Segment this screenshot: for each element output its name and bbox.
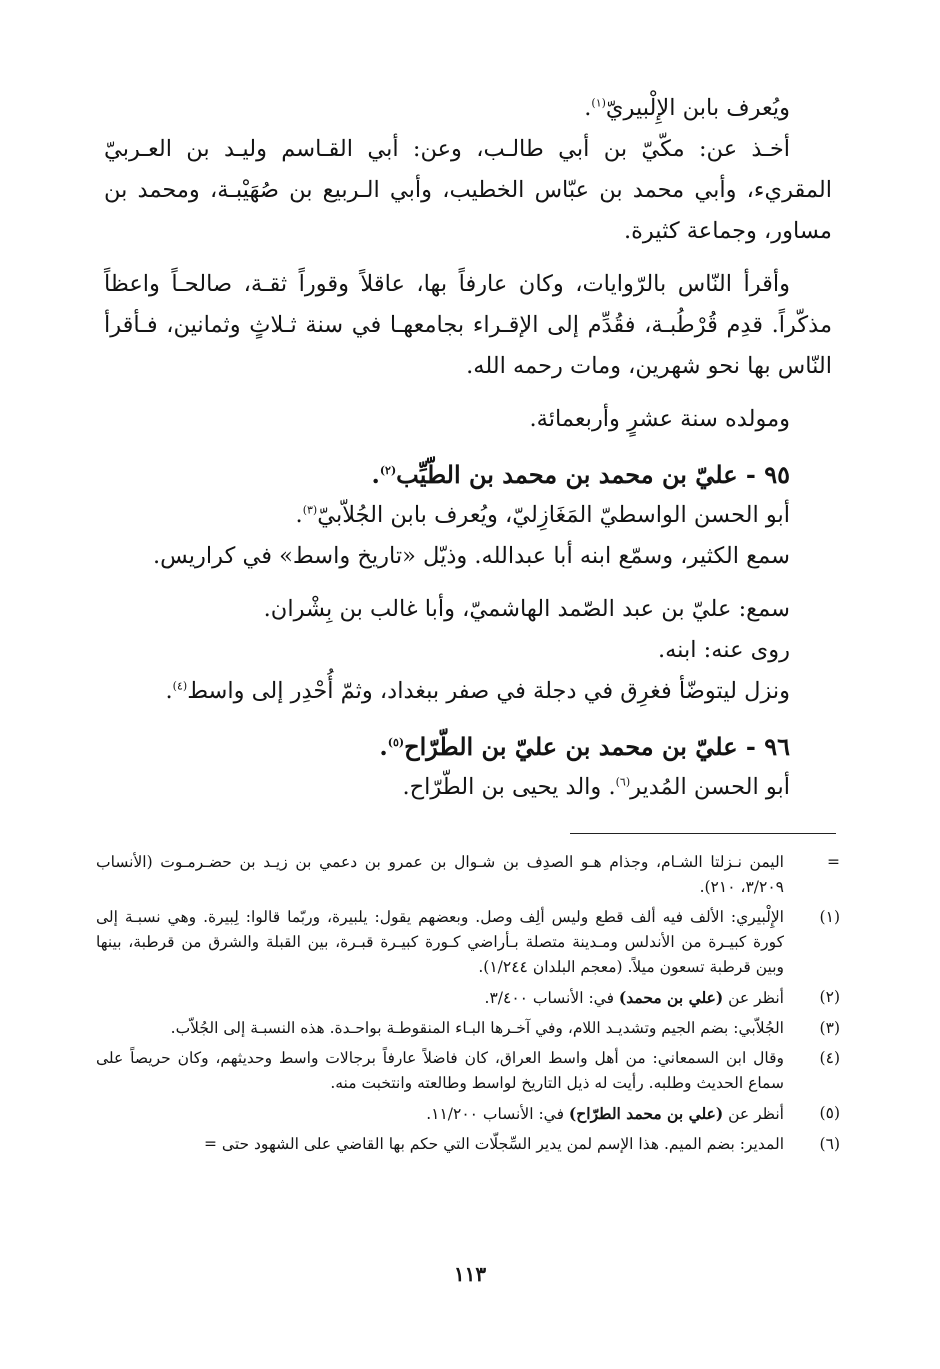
footnote-3: [96, 1016, 840, 1041]
footnote-number: (٦): [819, 1135, 840, 1153]
entry-96: [104, 726, 832, 808]
teachers-paragraph: أخـذ عن: مكّيّ بن أبي طالـب، وعن: أبي القـاسم وليـد بن العـربيّ المقريء، وأبي محمد بن عبّاس الخطيب، وأبي الـربيع بن صُهَيْبـة، ومحمد بن مساور، وجماعة كثيرة.: [104, 136, 832, 244]
footnote-text-post: في: الأنساب ٣/٤٠٠.: [484, 989, 619, 1007]
footnote-text: الإِلْبيري: الألف فيه ألف قطع وليس ألِف وصل. وبعضهم يقول: يلبيرة، وربّما قالوا: لِبيرة. وهي نسبـة إلى كورة كبيـرة من الأندلس ومـدينة متصلة بـأراضي كـورة كبيـرة قبـرة، بين القبلة والشرق من قرطبة، بينها وبين قرطبة تسعون ميلاً. (معجم البلدان ١/٢٤٤).: [96, 908, 784, 976]
entry-95-line-1: أبو الحسن الواسطيّ المَغَازِليّ، ويُعرف بابن الجُلاّبيّ$^{(٣)}$.: [295, 502, 790, 528]
footnote-1: [96, 905, 840, 980]
entry-95-death: ونزل ليتوضّأ فغرِق في دجلة في صفر ببغداد، وثمّ أُحْدِر إلى واسط: [187, 678, 790, 704]
entry-95-heading: ٩٥ - عليّ بن محمد بن محمد بن الطّيِّب$^{(٢)}$.: [371, 460, 790, 489]
entry-96-kunya: أبو الحسن المُدير: [630, 774, 790, 800]
entry-95-kunya: أبو الحسن الواسطيّ المَغَازِليّ، ويُعرف بابن الجُلاّبيّ: [317, 502, 790, 528]
entry-95-line-5: ونزل ليتوضّأ فغرِق في دجلة في صفر ببغداد، وثمّ أُحْدِر إلى واسط$^{(٤)}$.: [165, 678, 790, 704]
biography-paragraph: وأقرأ النّاس بالرّوايات، وكان عارفاً بها، عاقلاً وقوراً ثقـة، صالحـاً واعظاً مذكّراً. قدِم قُرْطُبـة، فقُدِّم إلى الإقـراء بجامعهـا في سنة ثـلاثٍ وثمانين، فـأقرأ النّاس بها نحو شهرين، ومات رحمه الله.: [104, 271, 832, 379]
entry-95: [104, 454, 832, 712]
footnote-6: [96, 1132, 840, 1157]
footnotes: [96, 850, 840, 1162]
birth-paragraph: ومولده سنة عشرٍ وأربعمائة.: [529, 406, 790, 432]
footnote-text: [96, 1101, 784, 1127]
footnote-2: [96, 985, 840, 1011]
entry-95-line-3: سمع: عليّ بن عبد الصّمد الهاشميّ، وأبا غالب بن بِشْران.: [263, 596, 790, 622]
footnote-ref: (١): [591, 96, 606, 110]
footnote-number: =: [827, 853, 840, 871]
footnote-number: (٤): [819, 1049, 840, 1067]
main-text: [104, 88, 832, 808]
entry-95-line-4: روى عنه: ابنه.: [657, 637, 790, 663]
footnote-text: المدير: بضم الميم. هذا الإسم لمن يدير السِّجلّات التي حكم بها القاضي على الشهود حتى =: [204, 1135, 784, 1153]
entry-96-father: . والد يحيى بن الطّرّاح.: [402, 774, 616, 800]
footnote-ref: (٤): [172, 679, 188, 693]
footnote-number: (٣): [819, 1019, 840, 1037]
entry-96-heading: ٩٦ - عليّ بن محمد بن عليّ بن الطّرّاح$^{(٥)}$.: [379, 732, 790, 761]
footnote-4: [96, 1046, 840, 1096]
footnote-text: وقال ابن السمعاني: من أهل واسط العراق، كان فاضلاً عارفاً برجالات واسط وحديثهم، وكان حريصاً على سماع الحديث وطلبه. رأيت له ذيل التاريخ لواسط وطالعته وانتخبت منه.: [96, 1049, 784, 1092]
footnote-bold-name: (علي بن محمد الطرّاح): [568, 1104, 724, 1123]
footnote-text-pre: أنظر عن: [723, 989, 784, 1007]
entry-96-title: ٩٦ - عليّ بن محمد بن عليّ بن الطّرّاح: [404, 732, 790, 761]
footnote-text-post: في: الأنساب ١١/٢٠٠.: [426, 1105, 569, 1123]
page-number: ١١٣: [453, 1262, 487, 1286]
intro-line-text: ويُعرف بابن الإِلْبيريّ: [605, 95, 790, 121]
entry-95-title: ٩٥ - عليّ بن محمد بن محمد بن الطّيِّب: [396, 460, 790, 489]
intro-line-end: .: [584, 95, 592, 121]
footnote-number: (٢): [819, 988, 840, 1006]
footnote-number: (١): [819, 908, 840, 926]
footnote-text: الجُلاّبي: بضم الجيم وتشديـد اللام، وفي آخـرها البـاء المنقوطـة بواحـدة. هذه النسبـة إلى الجُلاّب.: [170, 1019, 784, 1037]
footnote-number: (٥): [819, 1104, 840, 1122]
entry-95-line-2: سمع الكثير، وسمّع ابنه أبا عبدالله. وذيّل «تاريخ واسط» في كراريس.: [152, 543, 790, 569]
footnote-text: [96, 985, 784, 1011]
footnote-separator: [570, 833, 836, 834]
footnote-5: [96, 1101, 840, 1127]
footnote-ref: (٥): [387, 736, 405, 749]
footnote-ref: (٢): [379, 464, 397, 477]
footnote-text: اليمن نـزلتا الشـام، وجذام هـو الصدِف بن شـوال بن عمرو بن دعمي بن زيـد بن حضـرمـوت (الأنساب ٣/٢٠٩، ٢١٠).: [96, 853, 784, 896]
footnote-text-pre: أنظر عن: [723, 1105, 784, 1123]
intro-line: [104, 88, 832, 129]
footnote-continued: [96, 850, 840, 900]
footnote-bold-name: (علي بن محمد): [618, 988, 724, 1007]
footnote-ref: (٦): [615, 775, 631, 789]
entry-96-line-1: [104, 767, 832, 808]
footnote-ref: (٣): [302, 503, 318, 517]
